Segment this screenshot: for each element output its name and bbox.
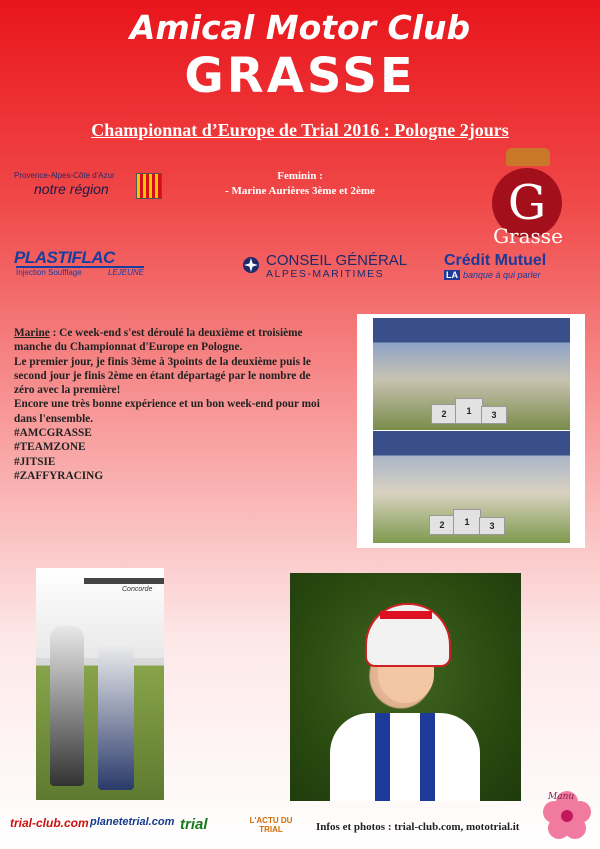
conseil-general-line1: CONSEIL GÉNÉRAL <box>266 252 408 269</box>
podium-block: 3 <box>479 517 505 535</box>
trial-magazine-logo: trial <box>180 816 208 833</box>
credit-mutuel-tagline <box>444 270 541 280</box>
podium-photo-day1 <box>373 318 570 430</box>
photo-credits: Infos et photos : trial-club.com, mototrial.it <box>316 821 520 833</box>
conseil-general-icon <box>242 256 260 274</box>
article-line2: manche du Championnat d'Europe en Pologne. <box>14 341 243 354</box>
hashtag: #AMCGRASSE <box>14 427 92 440</box>
podium-photo-day2 <box>373 431 570 543</box>
jersey-shape <box>330 713 480 801</box>
hashtag: #TEAMZONE <box>14 441 86 454</box>
podium-block: 3 <box>481 406 507 424</box>
plastiflac-brand: LEJEUNE <box>107 268 144 277</box>
credit-mutuel-logo <box>444 252 576 284</box>
helmet-band <box>380 611 432 619</box>
podium-block: 2 <box>431 404 457 424</box>
article-line7: dans l'ensemble. <box>14 412 94 425</box>
credit-mutuel-name: Crédit Mutuel <box>444 252 547 269</box>
plastiflac-activity: Injection Soufflage <box>16 268 82 277</box>
article-line <box>14 326 344 340</box>
signature: Manu <box>548 792 575 802</box>
results-category: Feminin : <box>277 170 323 182</box>
grasse-letter-icon: G <box>507 175 547 231</box>
grasse-city-logo <box>486 148 570 248</box>
article-line6: Encore une très bonne expérience et un bon week-end pour moi <box>14 398 320 411</box>
club-name-line1: Amical Motor Club <box>129 8 471 47</box>
article-line5: zéro avec la première! <box>14 384 121 397</box>
rider-name-label: Marine <box>14 327 50 339</box>
hashtag: #ZAFFYRACING <box>14 469 104 482</box>
region-logo-line1: Provence-Alpes-Côte d'Azur <box>14 171 115 180</box>
region-flag-icon <box>136 173 162 199</box>
caravan-brand: Concorde <box>122 586 153 593</box>
caravan-stripe <box>84 578 164 584</box>
grasse-logo-name: Grasse <box>493 224 563 248</box>
riders-photo <box>36 568 164 800</box>
conseil-general-logo <box>242 252 408 282</box>
article-line3: Le premier jour, je finis 3ème à 3points de la deuxième puis le <box>14 355 311 368</box>
article-line1: : Ce week-end s'est déroulé la deuxième et troisième <box>49 327 303 339</box>
plastiflac-subtitle <box>16 266 144 277</box>
article-text <box>14 326 344 483</box>
credit-mutuel-la: LA <box>446 270 458 280</box>
page-title: Championnat d’Europe de Trial 2016 : Pologne 2jours <box>91 120 509 140</box>
rider-portrait-photo <box>290 573 521 801</box>
region-logo-line2: notre région <box>34 181 109 197</box>
club-name-line2: GRASSE <box>184 48 416 104</box>
region-paca-logo <box>14 171 164 201</box>
actu-du-trial-logo: L'ACTU DU TRIAL <box>249 816 293 834</box>
article-line4: second jour je finis 2ème en étant départagé par le nombre de <box>14 369 311 382</box>
podium-block: 1 <box>455 398 483 424</box>
plastiflac-logo <box>14 248 146 278</box>
podium-block: 2 <box>429 515 455 535</box>
trial-club-logo: trial-club.com <box>10 816 89 830</box>
planete-trial-logo: planetetrial.com <box>90 816 175 828</box>
results-entry: - Marine Aurières 3ème et 2ème <box>225 185 375 197</box>
hashtag: #JITSIE <box>14 455 56 468</box>
rider-figure <box>98 642 134 790</box>
plastiflac-name: PLASTIFLAC <box>14 248 115 267</box>
conseil-general-line2: ALPES-MARITIMES <box>266 268 385 280</box>
podium-block: 1 <box>453 509 481 535</box>
credit-mutuel-tagline-text: banque à qui parler <box>463 270 541 280</box>
podium-photo <box>357 314 585 548</box>
crown-icon <box>506 148 550 166</box>
rider-figure <box>50 626 84 786</box>
